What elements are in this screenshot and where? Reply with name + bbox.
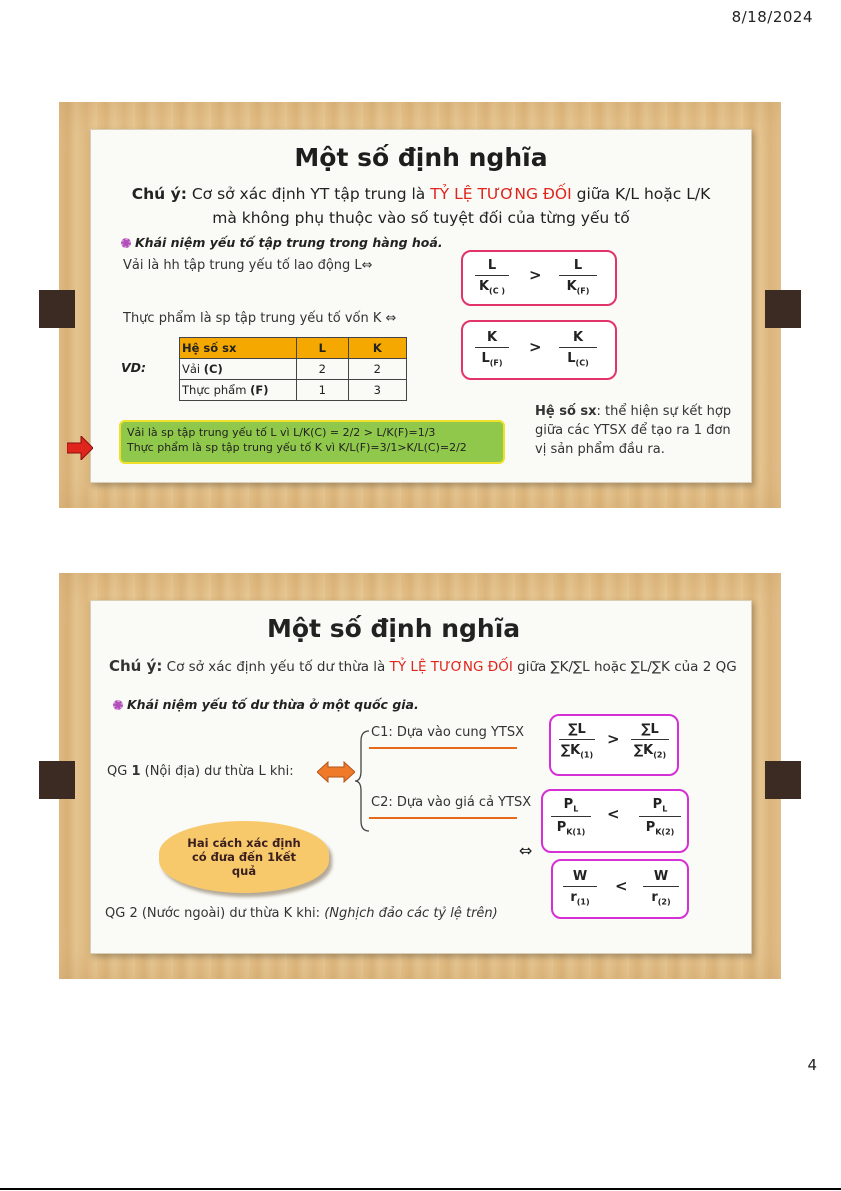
frac-l-k-c: $\frac{L}{K_{(C )}}$ — [475, 258, 509, 296]
note-pre: Cơ sở xác định YT tập trung là — [191, 185, 426, 203]
op-lt: < — [615, 877, 628, 895]
brace-icon — [353, 729, 371, 833]
op-lt: < — [607, 805, 620, 823]
note-label: Chú ý: — [109, 657, 163, 675]
qg1-text: QG 1 (Nội địa) dư thừa L khi: — [107, 764, 294, 779]
frac-k-l-c: $\frac{K}{L_{(C)}}$ — [559, 330, 597, 368]
table-header-cell: L — [297, 338, 349, 359]
table-cell: 2 — [297, 359, 349, 380]
frac-k-l-f: $\frac{K}{L_{(F)}}$ — [475, 330, 509, 368]
slide-1-title: Một số định nghĩa — [294, 143, 548, 172]
note-label: Chú ý: — [131, 185, 187, 203]
slide-1 — [59, 102, 781, 508]
table-cell: Thực phẩm (F) — [180, 380, 297, 401]
table-header-row — [180, 338, 407, 359]
date-header: 8/18/2024 — [731, 8, 813, 26]
conclusion-line-1: Vải là sp tập trung yếu tố L vì L/K(C) = 2/2 > L/K(F)=1/3 — [127, 426, 436, 439]
slide-1-right-tab — [765, 290, 801, 328]
table-cell: 3 — [348, 380, 406, 401]
definition: Hệ số sx: thể hiện sự kết hợp giữa các YTSX để tạo ra 1 đơn vị sản phẩm đầu ra. — [535, 404, 732, 457]
line-fabric: Vải là hh tập trung yếu tố lao động L⇔ — [123, 258, 373, 273]
equiv-symbol: ⇔ — [519, 841, 533, 860]
inequality-box-2 — [461, 320, 617, 380]
note-line2: mà không phụ thuộc vào số tuyệt đối của từng yếu tố — [212, 209, 630, 227]
qg2-text: QG 2 (Nước ngoài) dư thừa K khi: (Nghịch đảo các tỷ lệ trên) — [105, 906, 498, 921]
c2-label: C2: Dựa vào giá cả YTSX — [371, 795, 532, 810]
page-number: 4 — [807, 1056, 817, 1074]
line-food: Thực phẩm là sp tập trung yếu tố vốn K ⇔ — [123, 311, 397, 326]
double-arrow-icon — [317, 761, 355, 783]
concept-title: Khái niệm yếu tố tập trung trong hàng hoá. — [121, 235, 443, 250]
table-cell: 2 — [348, 359, 406, 380]
vd-label: VD: — [121, 360, 147, 375]
slide-1-note — [91, 182, 751, 230]
red-arrow-icon — [67, 436, 93, 460]
note-post: giữa K/L hoặc L/K — [576, 185, 711, 203]
definition-label: Hệ số sx — [535, 404, 597, 419]
frac-sum-l-k1: $\frac{\sum L}{\sum K_{(1)}}$ — [560, 722, 594, 760]
frac-sum-l-k2: $\frac{\sum L}{\sum K_{(2)}}$ — [631, 722, 669, 760]
table-row — [180, 380, 407, 401]
c1-label: C1: Dựa vào cung YTSX — [371, 725, 525, 740]
bottom-rule — [0, 1188, 841, 1190]
c1-line — [369, 747, 517, 749]
op-gt: > — [529, 338, 542, 356]
slide-2 — [59, 573, 781, 979]
slide-2-left-tab — [39, 761, 75, 799]
inequality-box-1 — [461, 250, 617, 306]
inequality-box-2 — [541, 789, 689, 853]
c2-line — [369, 817, 517, 819]
conclusion-line-2: Thực phẩm là sp tập trung yếu tố K vì K/L(F)=3/1>K/L(C)=2/2 — [127, 441, 467, 454]
slide-2-card — [90, 600, 752, 954]
slide-1-left-tab — [39, 290, 75, 328]
coefficient-table — [179, 337, 407, 401]
note-highlight: TỶ LỆ TƯƠNG ĐỐI — [430, 185, 572, 203]
slide-2-title: Một số định nghĩa — [267, 614, 521, 643]
table-cell: Vải (C) — [180, 359, 297, 380]
op-gt: > — [529, 266, 542, 284]
table-header-cell: Hệ số sx — [180, 338, 297, 359]
conclusion-box — [119, 420, 505, 464]
frac-l-k-f: $\frac{L}{K_{(F)}}$ — [559, 258, 597, 296]
op-gt: > — [607, 730, 620, 748]
frac-pl-pk1: $\frac{P_L}{P_{K(1)}}$ — [551, 797, 591, 836]
frac-w-r2: $\frac{W}{r_{(2)}}$ — [643, 869, 679, 907]
slide-2-note: Chú ý: Cơ sở xác định yếu tố dư thừa là TỶ LỆ TƯƠNG ĐỐI giữa ∑K/∑L hoặc ∑L/∑K của 2 QG — [109, 657, 737, 675]
slide-2-right-tab — [765, 761, 801, 799]
cloud-callout: Hai cách xác định có đưa đến 1kết quả — [159, 821, 329, 893]
table-row — [180, 359, 407, 380]
concept-title: Khái niệm yếu tố dư thừa ở một quốc gia. — [113, 697, 419, 712]
frac-pl-pk2: $\frac{P_L}{P_{K(2)}}$ — [639, 797, 681, 836]
note-highlight: TỶ LỆ TƯƠNG ĐỐI — [389, 659, 513, 675]
inequality-box-1 — [549, 714, 679, 776]
flower-bullet-icon — [113, 700, 123, 710]
frac-w-r1: $\frac{W}{r_{(1)}}$ — [563, 869, 597, 907]
slide-1-card — [90, 129, 752, 483]
inequality-box-3 — [551, 859, 689, 919]
flower-bullet-icon — [121, 238, 131, 248]
table-cell: 1 — [297, 380, 349, 401]
table-header-cell: K — [348, 338, 406, 359]
